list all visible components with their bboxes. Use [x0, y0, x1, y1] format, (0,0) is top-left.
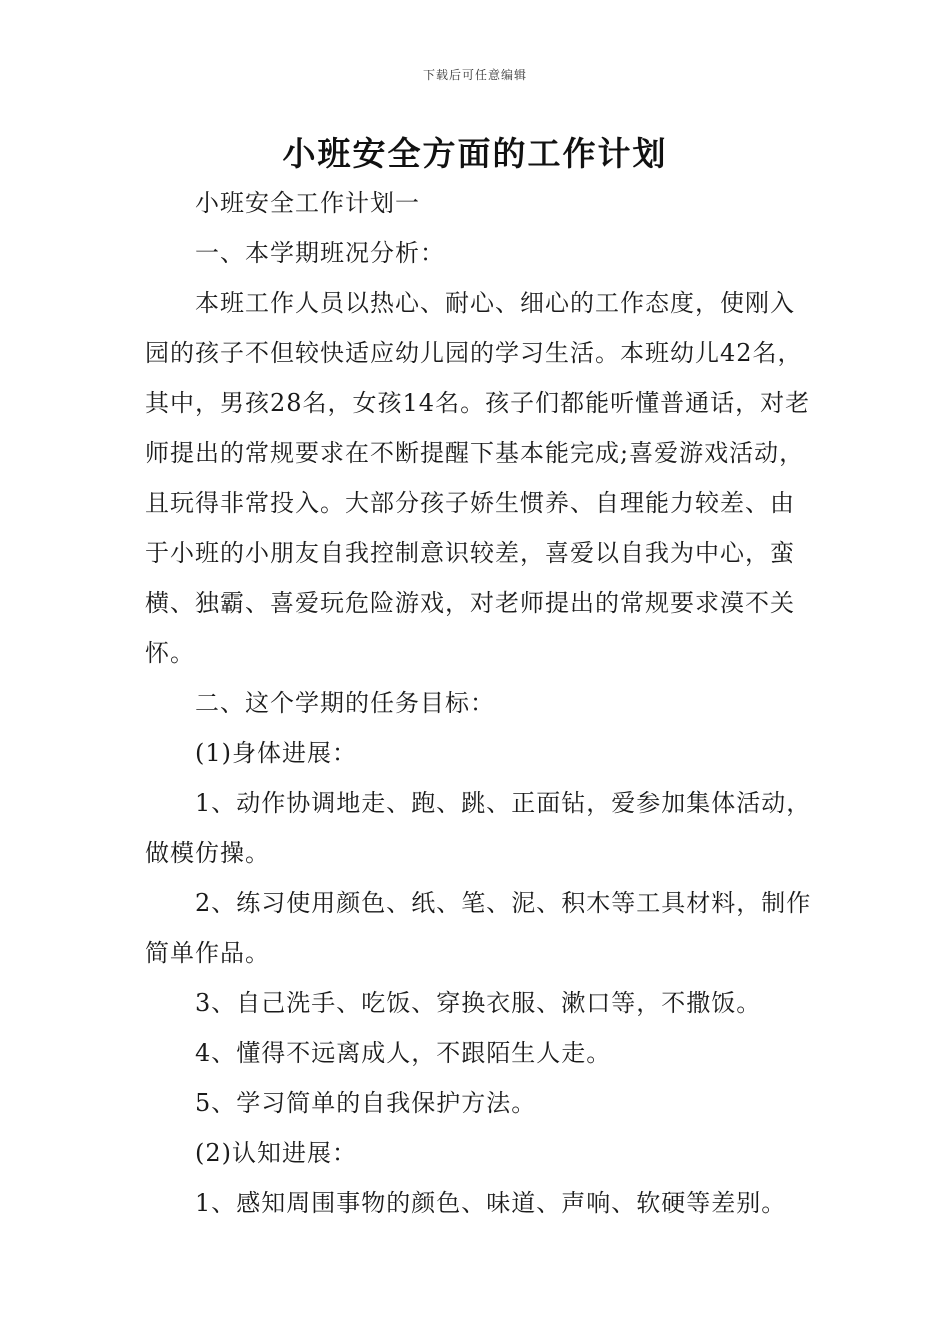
subsection-heading-cognitive: (2)认知进展：: [195, 1139, 357, 1167]
list-item: 2、练习使用颜色、纸、笔、泥、积木等工具材料，制作简单作品。: [145, 889, 812, 967]
list-item: 4、懂得不远离成人，不跟陌生人走。: [195, 1039, 612, 1067]
document-body: [145, 178, 815, 1228]
subsection-heading-physical: (1)身体进展：: [195, 739, 357, 767]
header-note: 下载后可任意编辑: [422, 68, 527, 82]
section-heading-1: 一、本学期班况分析：: [195, 239, 445, 267]
section-heading-2: 二、这个学期的任务目标：: [195, 689, 495, 717]
document-title: 小班安全方面的工作计划: [282, 134, 668, 173]
list-item: 3、自己洗手、吃饭、穿换衣服、漱口等，不撒饭。: [195, 989, 762, 1017]
list-item: 1、动作协调地走、跑、跳、正面钻，爱参加集体活动，做模仿操。: [145, 789, 812, 867]
list-item: 5、学习简单的自我保护方法。: [195, 1089, 537, 1117]
class-analysis-paragraph: 本班工作人员以热心、耐心、细心的工作态度，使刚入园的孩子不但较快适应幼儿园的学习生活。本班幼儿42名，其中，男孩28名，女孩14名。孩子们都能听懂普通话，对老师提出的常规要求在不断提醒下基本能完成;喜爱游戏活动，且玩得非常投入。大部分孩子娇生惯养、自理能力较差、由于小班的小朋友自我控制意识较差，喜爱以自我为中心，蛮横、独霸、喜爱玩危险游戏，对老师提出的常规要求漠不关怀。: [145, 289, 811, 667]
subtitle-paragraph: 小班安全工作计划一: [195, 189, 420, 217]
list-item: 1、感知周围事物的颜色、味道、声响、软硬等差别。: [195, 1189, 787, 1217]
